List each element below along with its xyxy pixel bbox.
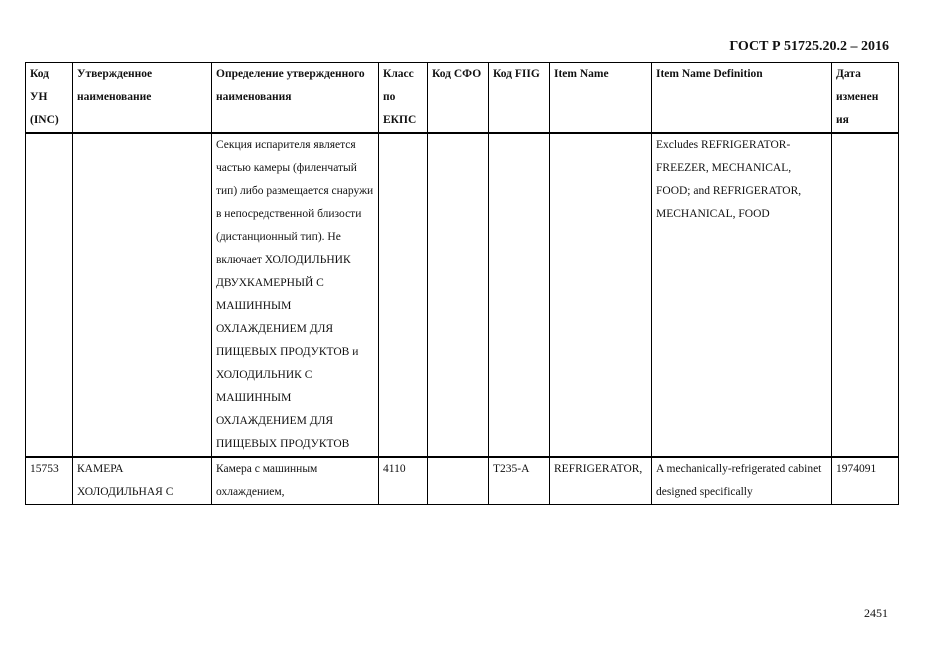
cell-item-name: REFRIGERATOR, [550,457,652,505]
table-row [26,457,899,505]
page-number: 2451 [864,606,888,620]
cell-item-name [550,133,652,457]
cell-definition: Камера с машинным охлаждением, [212,457,379,505]
column-header-sfo: Код СФО [428,63,489,134]
table-row [26,133,899,457]
cell-sfo [428,457,489,505]
cell-item-definition: Excludes REFRIGERATOR-FREEZER, MECHANICAL, FOOD; and REFRIGERATOR, MECHANICAL, FOOD [652,133,832,457]
cell-code [26,133,73,457]
cell-sfo [428,133,489,457]
cell-date: 1974091 [832,457,899,505]
cell-fiig [489,133,550,457]
column-header-inc: Код УН (INC) [26,63,73,134]
codes-table [25,62,899,505]
cell-date [832,133,899,457]
column-header-definition: Определение утвержденного наименования [212,63,379,134]
table-header-row [26,63,899,134]
cell-item-definition: A mechanically-refrigerated cabinet designed specifically [652,457,832,505]
cell-name [73,133,212,457]
column-header-item-name: Item Name [550,63,652,134]
cell-definition: Секция испарителя является частью камеры (филенчатый тип) либо размещается снаружи в непосредственной близости (дистанционный тип). Не включает ХОЛОДИЛЬНИК ДВУХКАМЕРНЫЙ С МАШИННЫМ ОХЛАЖДЕНИЕМ ДЛЯ ПИЩЕВЫХ ПРОДУКТОВ и ХОЛОДИЛЬНИК С МАШИННЫМ ОХЛАЖДЕНИЕМ ДЛЯ ПИЩЕВЫХ ПРОДУКТОВ [212,133,379,457]
cell-ekps: 4110 [379,457,428,505]
column-header-fiig: Код FIIG [489,63,550,134]
cell-code: 15753 [26,457,73,505]
column-header-approved-name: Утвержденное наименование [73,63,212,134]
column-header-item-name-definition: Item Name Definition [652,63,832,134]
column-header-date: Дата изменен ия [832,63,899,134]
cell-ekps [379,133,428,457]
column-header-ekps: Класс по ЕКПС [379,63,428,134]
cell-fiig: T235-A [489,457,550,505]
cell-name: КАМЕРА ХОЛОДИЛЬНАЯ С [73,457,212,505]
document-header: ГОСТ Р 51725.20.2 – 2016 [729,39,889,54]
